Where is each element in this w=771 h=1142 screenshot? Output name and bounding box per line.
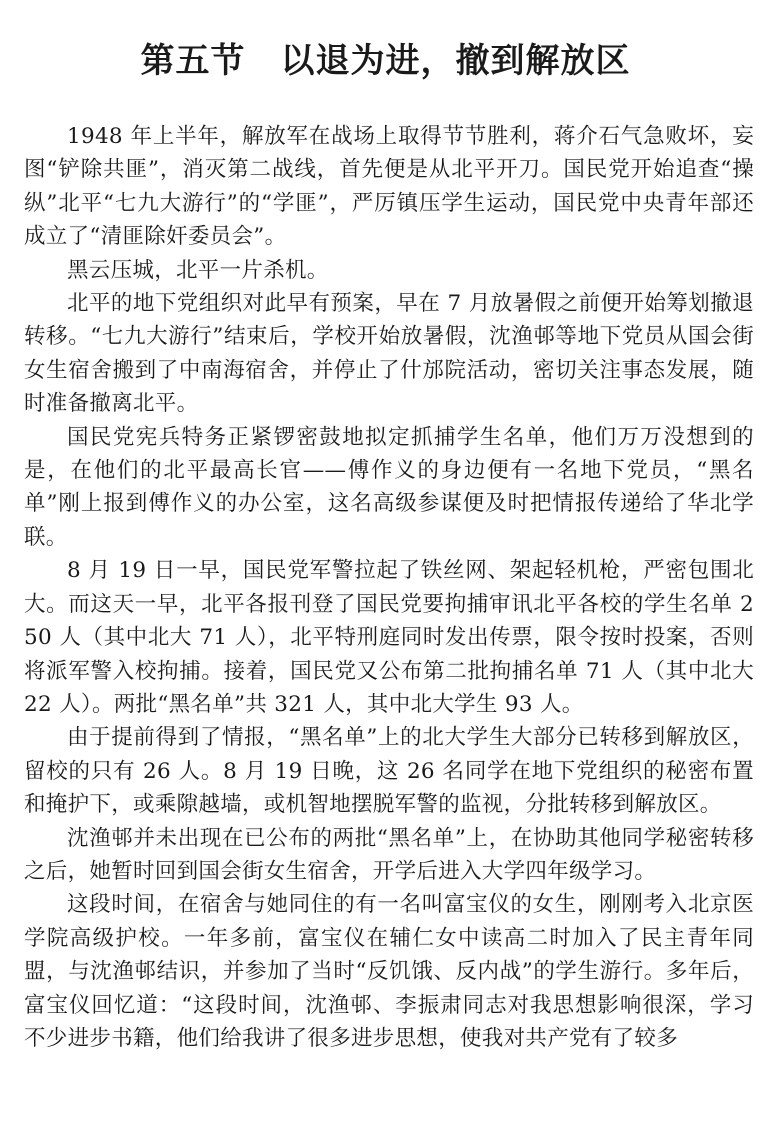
paragraph-8: 这段时间，在宿舍与她同住的有一名叫富宝仪的女生，刚刚考入北京医学院高级护校。一年多前，富宝仪在辅仁女中读高二时加入了民主青年同盟，与沈渔邨结识，并参加了当时“反饥饿、反内战”的学生游行。多年后，富宝仪回忆道：“这段时间，沈渔邨、李振肃同志对我思想影响很深，学习不少进步书籍，他们给我讲了很多进步思想，使我对共产党有了较多 [24,892,754,1051]
body-text [24,120,754,1055]
paragraph-2: 黑云压城，北平一片杀机。 [67,257,329,283]
paragraph-3: 北平的地下党组织对此早有预案，早在 7 月放暑假之前便开始筹划撤退转移。“七九大游行”结束后，学校开始放暑假，沈渔邨等地下党员从国会街女生宿舍搬到了中南海宿舍，并停止了什邡院活动，密切关注事态发展，随时准备撤离北平。 [24,291,754,417]
paragraph-7: 沈渔邨并未出现在已公布的两批“黑名单”上，在协助其他同学秘密转移之后，她暂时回到国会街女生宿舍，开学后进入大学四年级学习。 [24,825,754,884]
paragraph-5: 8 月 19 日一早，国民党军警拉起了铁丝网、架起轻机枪，严密包围北大。而这天一早，北平各报刊登了国民党要拘捕审讯北平各校的学生名单 250 人（其中北大 71 人），北平特刑庭同时发出传票，限令按时投案，否则将派军警入校拘捕。接着，国民党又公布第二批拘捕名单 71 人（其中北大 22 人）。两批“黑名单”共 321 人，其中北大学生 93 人。 [24,558,754,717]
paragraph-6: 由于提前得到了情报，“黑名单”上的北大学生大部分已转移到解放区，留校的只有 26 人。8 月 19 日晚，这 26 名同学在地下党组织的秘密布置和掩护下，或乘隙越墙，或机智地摆脱军警的监视，分批转移到解放区。 [24,725,754,818]
paragraph-4: 国民党宪兵特务正紧锣密鼓地拟定抓捕学生名单，他们万万没想到的是，在他们的北平最高长官——傅作义的身边便有一名地下党员，“黑名单”刚上报到傅作义的办公室，这名高级参谋便及时把情报传递给了华北学联。 [24,424,754,550]
paragraph-1: 1948 年上半年，解放军在战场上取得节节胜利，蒋介石气急败坏，妄图“铲除共匪”，消灭第二战线，首先便是从北平开刀。国民党开始追查“操纵”北平“七九大游行”的“学匪”，严厉镇压学生运动，国民党中央青年部还成立了“清匪除奸委员会”。 [24,124,754,250]
section-title: 第五节 以退为进，撤到解放区 [140,40,631,81]
